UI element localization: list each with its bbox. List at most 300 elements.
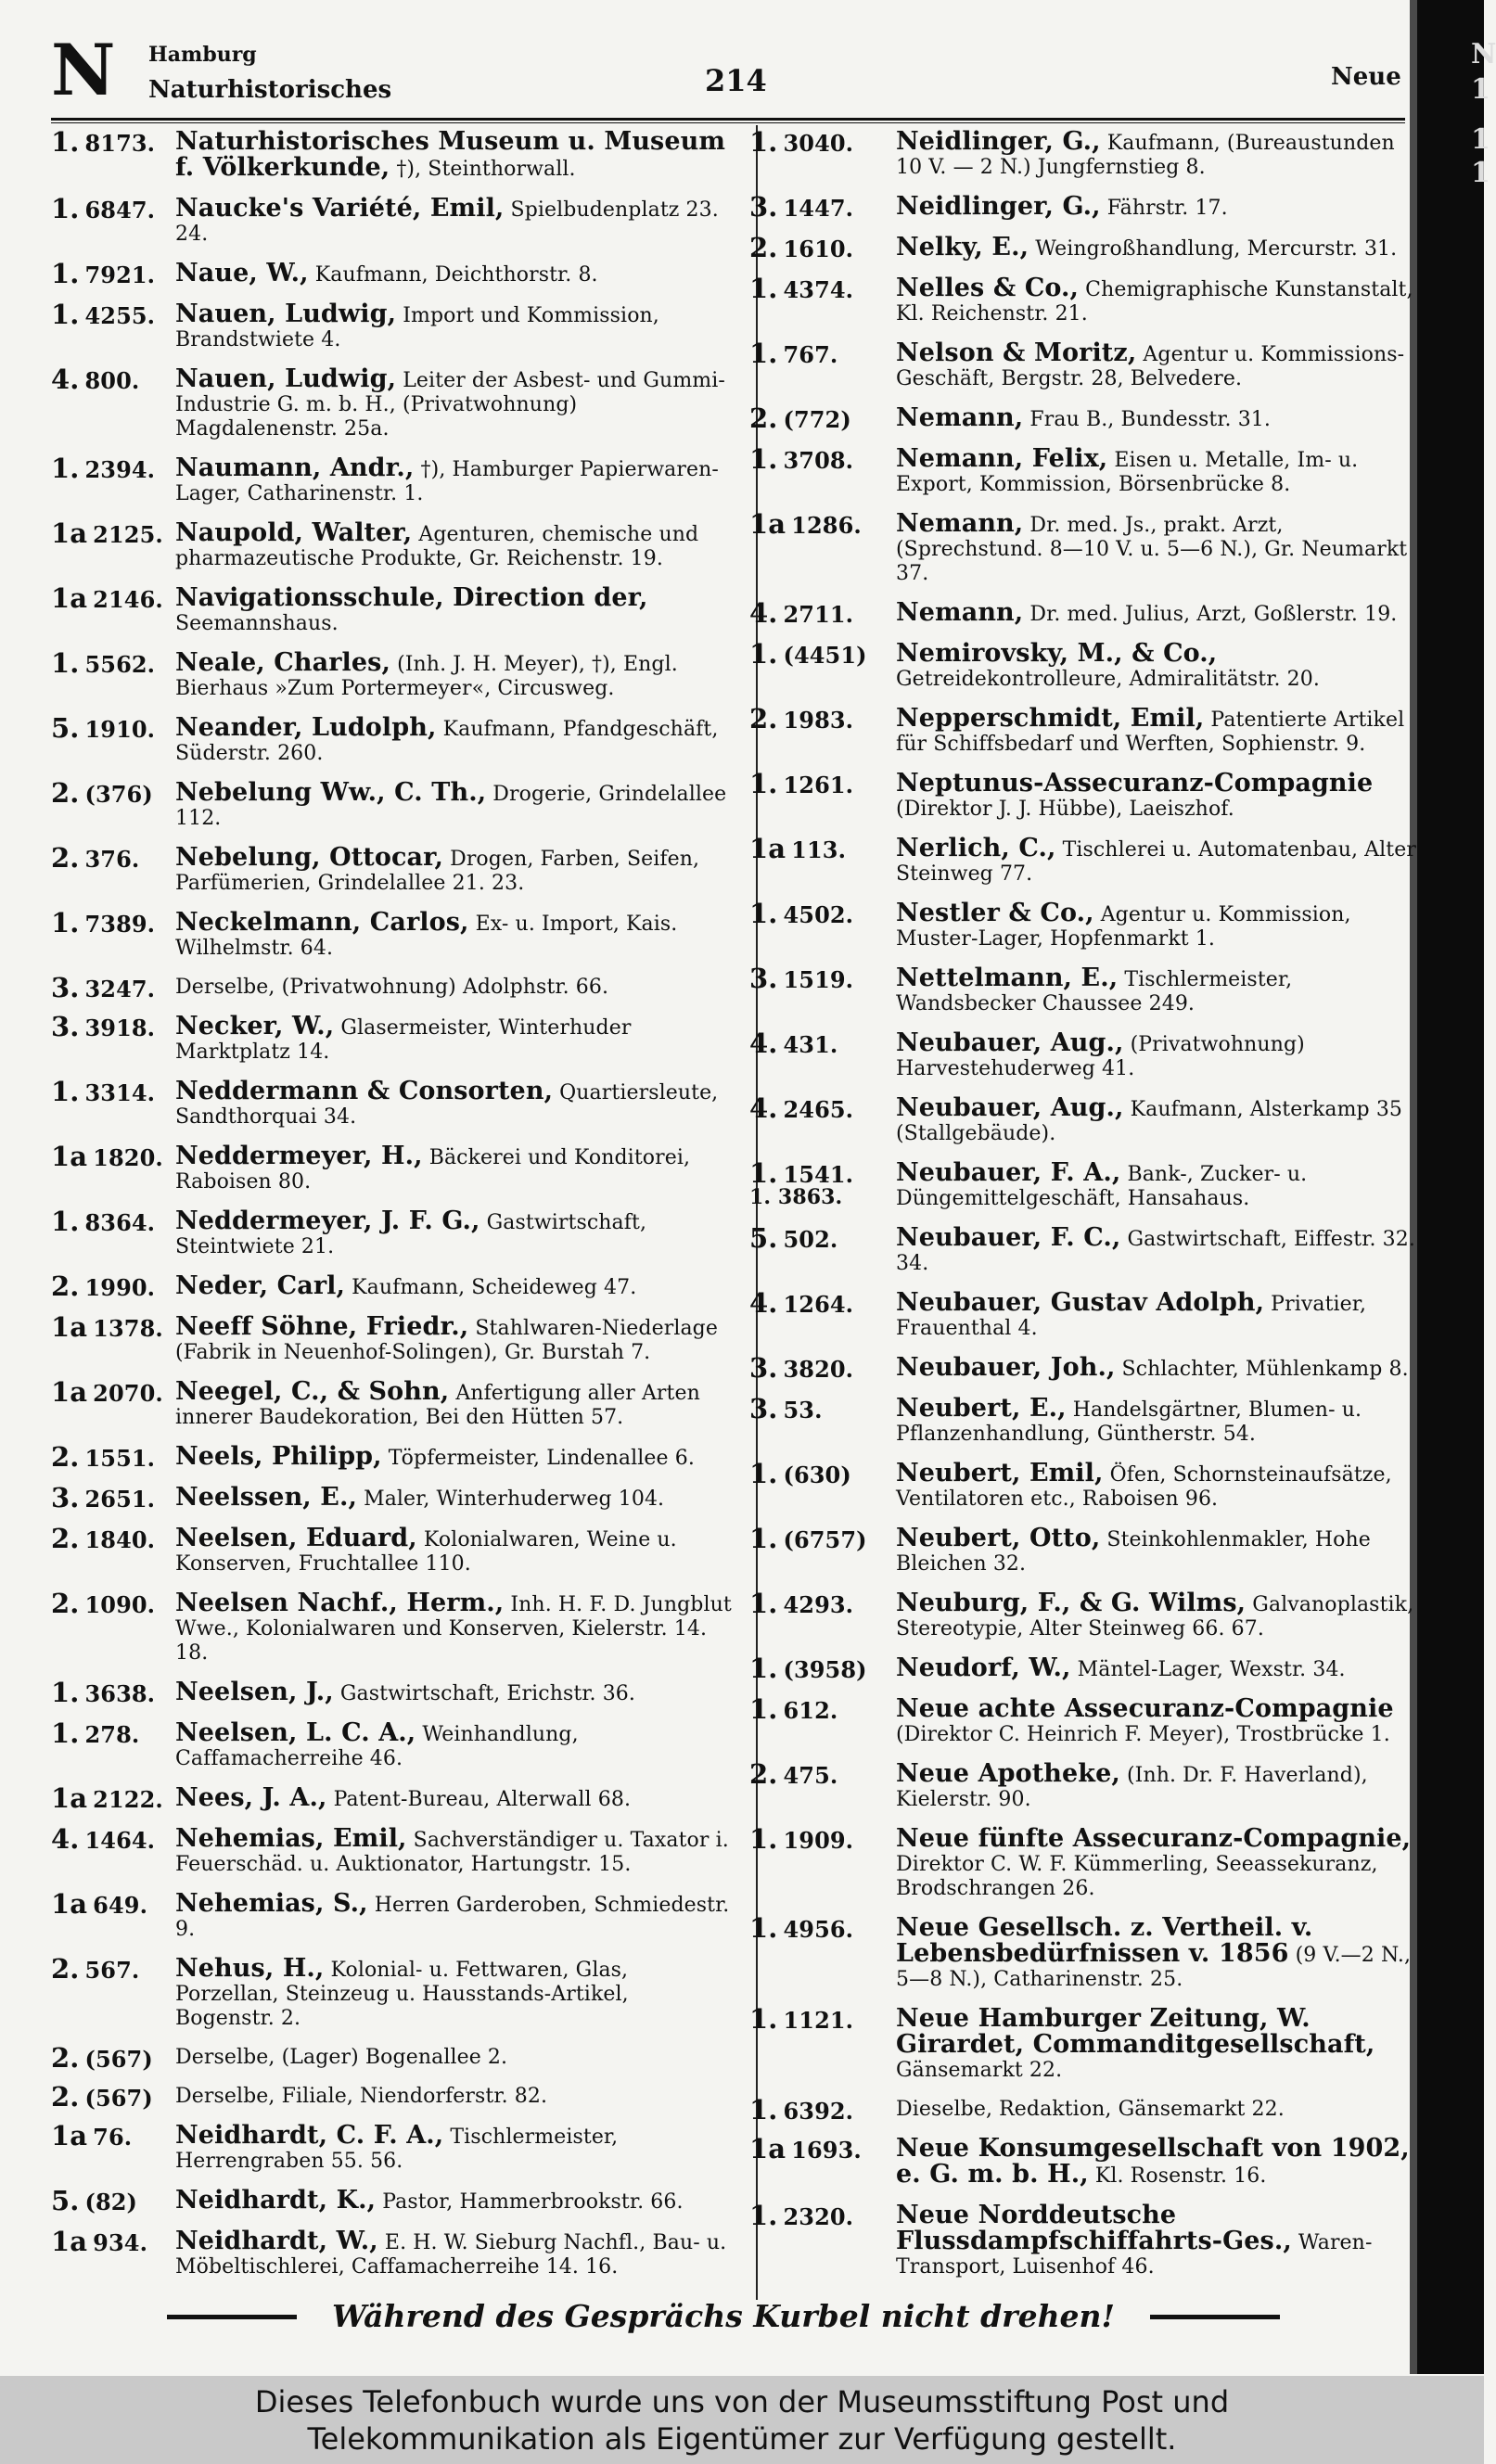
attribution-banner	[0, 2376, 1484, 2464]
page-number: 214	[705, 63, 767, 98]
exchange-zone: 2.	[51, 1523, 80, 1554]
directory-entry	[51, 2120, 737, 2174]
exchange-zone: 1.	[749, 1157, 778, 1189]
directory-entry	[51, 2226, 737, 2279]
directory-entry	[749, 1523, 1422, 1577]
phone-number	[51, 517, 163, 549]
exchange-zone: 4.	[749, 1092, 778, 1124]
phone-number	[749, 1092, 854, 1124]
subscriber-name: Navigationsschule, Direction der,	[175, 583, 648, 612]
subscriber-details: Derselbe, (Privatwohnung) Adolphstr. 66.	[175, 976, 609, 999]
exchange-zone: 1.	[51, 1717, 80, 1749]
exchange-zone: 1.	[749, 1693, 778, 1725]
subscriber-details: Kaufmann, (Bureaustunden 10 V. — 2 N.) Jungfernstieg 8.	[896, 132, 1395, 179]
exchange-zone: 5.	[749, 1222, 778, 1254]
subscriber-name: Nelson & Moritz,	[896, 338, 1137, 367]
phone-number	[51, 1677, 156, 1708]
subscriber-details: Kaufmann, Pfandgeschäft, Süderstr. 260.	[175, 718, 719, 765]
line-number: 649.	[93, 1892, 148, 1919]
subscriber-name: Neddermann & Consorten,	[175, 1077, 554, 1105]
directory-entry	[749, 963, 1422, 1016]
exchange-zone: 4.	[749, 1287, 778, 1319]
phone-number	[51, 2081, 153, 2113]
subscriber-details: Gastwirtschaft, Erichstr. 36.	[339, 1682, 635, 1705]
phone-number	[749, 2200, 854, 2231]
exchange-zone: 2.	[749, 1758, 778, 1790]
subscriber-details: Patentierte Artikel für Schiffsbedarf und Werften, Sophienstr. 9.	[896, 709, 1405, 756]
left-column	[51, 126, 737, 2294]
phone-number	[51, 258, 156, 289]
line-number: 4374.	[783, 276, 854, 303]
subscriber-details: Fährstr. 17.	[1106, 197, 1228, 220]
line-number: 431.	[783, 1031, 838, 1058]
subscriber-name: Neelsen, J.,	[175, 1678, 334, 1706]
line-number: 1447.	[783, 195, 854, 222]
directory-entry	[51, 364, 737, 441]
subscriber-name: Neue fünfte Assecuranz-Compagnie,	[896, 1824, 1412, 1853]
line-number: 8173.	[84, 130, 156, 157]
line-number: 1820.	[93, 1144, 163, 1171]
subscriber-details: Direktor C. W. F. Kümmerling, Seeassekuranz, Brodschrangen 26.	[896, 1853, 1378, 1900]
phone-number	[51, 1588, 156, 1619]
subscriber-details: Tischlerei u. Automatenbau, Alter Steinweg 77.	[896, 838, 1416, 886]
directory-entry	[51, 1376, 737, 1430]
exchange-zone: 1.	[51, 453, 80, 484]
exchange-zone: 2.	[51, 1441, 80, 1473]
subscriber-name: Neckelmann, Carlos,	[175, 908, 469, 937]
directory-entry	[749, 232, 1422, 263]
phone-number	[749, 1028, 838, 1059]
phone-number	[749, 963, 854, 994]
subscriber-name: Neidlinger, G.,	[896, 127, 1101, 156]
exchange-zone: 1.	[749, 898, 778, 929]
subscriber-name: Nepperschmidt, Emil,	[896, 704, 1205, 733]
directory-entry	[51, 1588, 737, 1666]
directory-entry	[749, 703, 1422, 757]
phone-number	[51, 193, 156, 224]
subscriber-name: Neder, Carl,	[175, 1271, 346, 1300]
attribution-line-2: Telekommunikation als Eigentümer zur Verfügung gestellt.	[307, 2421, 1177, 2457]
subscriber-details: Gänsemarkt 22.	[896, 2059, 1063, 2082]
subscriber-details: Import und Kommission, Brandstwiete 4.	[175, 304, 659, 351]
subscriber-details: Kaufmann, Scheideweg 47.	[352, 1276, 637, 1299]
line-number: 3040.	[783, 130, 854, 157]
phone-number	[51, 2042, 153, 2074]
line-number: 6847.	[84, 197, 156, 223]
phone-number	[51, 972, 156, 1003]
subscriber-name: Nerlich, C.,	[896, 834, 1056, 862]
exchange-zone: 1.	[749, 2094, 778, 2126]
subscriber-details: Drogerie, Grindelallee 112.	[175, 783, 727, 830]
subscriber-name: Neidhardt, C. F. A.,	[175, 2121, 444, 2150]
exchange-zone: 1.	[51, 1677, 80, 1708]
line-number: 1541.	[783, 1161, 854, 1188]
subscriber-name: Neuburg, F., & G. Wilms,	[896, 1589, 1247, 1617]
line-number: 4502.	[783, 901, 854, 928]
subscriber-name: Neubauer, Aug.,	[896, 1093, 1124, 1122]
exchange-zone: 3.	[51, 1482, 80, 1513]
phone-number	[51, 1270, 156, 1302]
phone-number	[51, 712, 156, 744]
exchange-zone: 1.	[749, 338, 778, 369]
phone-number	[749, 2094, 854, 2126]
directory-entry	[51, 1953, 737, 2031]
subscriber-details: Weingroßhandlung, Mercurstr. 31.	[1035, 237, 1398, 261]
directory-entry	[749, 273, 1422, 326]
subscriber-details: (Direktor J. J. Hübbe), Laeiszhof.	[896, 798, 1234, 821]
phone-number	[749, 1287, 854, 1319]
subscriber-name: Nelky, E.,	[896, 233, 1029, 262]
directory-entry	[749, 1157, 1422, 1211]
directory-entry	[51, 1206, 737, 1259]
subscriber-name: Neels, Philipp,	[175, 1442, 382, 1471]
subscriber-name: Neubauer, F. C.,	[896, 1223, 1121, 1252]
subscriber-name: Nehemias, Emil,	[175, 1824, 407, 1853]
subscriber-details: Leiter der Asbest- und Gummi-Industrie G. m. b. H., (Privatwohnung) Magdalenenstr. 25a.	[175, 369, 725, 440]
subscriber-name: Nebelung Ww., C. Th.,	[175, 778, 487, 807]
line-number: 2146.	[93, 586, 163, 613]
extra-phone-number: 1. 3863.	[749, 1185, 843, 1209]
subscriber-details: Waren-Transport, Luisenhof 46.	[896, 2231, 1373, 2279]
line-number: 4293.	[783, 1591, 854, 1618]
line-number: (567)	[84, 2046, 153, 2073]
subscriber-name: Neue Gesellsch. z. Vertheil. v. Lebensbedürfnissen v. 1856	[896, 1913, 1313, 1968]
phone-number	[51, 777, 153, 809]
header-rule-thin	[51, 122, 1405, 123]
phone-number	[749, 1523, 867, 1554]
subscriber-details: (9 V.—2 N., 5—8 N.), Catharinenstr. 25.	[896, 1944, 1412, 1991]
subscriber-name: Neubert, Otto,	[896, 1524, 1101, 1552]
phone-number	[749, 597, 854, 629]
subscriber-details: Inh. H. F. D. Jungblut Wwe., Kolonialwaren und Konserven, Kielerstr. 14. 18.	[175, 1593, 732, 1665]
subscriber-name: Neeff Söhne, Friedr.,	[175, 1312, 469, 1341]
phone-number	[51, 842, 140, 874]
footer-bar-right	[1150, 2315, 1280, 2319]
directory-entry	[749, 638, 1422, 692]
phone-number	[51, 2226, 148, 2257]
line-number: 2651.	[84, 1486, 156, 1513]
subscriber-details: Bank-, Zucker- u. Düngemittelgeschäft, Hansahaus.	[896, 1163, 1308, 1210]
header-city: Hamburg	[148, 43, 257, 67]
line-number: 1121.	[783, 2007, 854, 2034]
subscriber-details: Drogen, Farben, Seifen, Parfümerien, Grindelallee 21. 23.	[175, 848, 700, 895]
directory-entry	[749, 1222, 1422, 1276]
exchange-zone: 1.	[749, 1653, 778, 1684]
subscriber-details: Gastwirtschaft, Steintwiete 21.	[175, 1211, 647, 1258]
subscriber-details: Derselbe, Filiale, Niendorferstr. 82.	[175, 2085, 548, 2108]
subscriber-name: Nehemias, S.,	[175, 1889, 368, 1918]
directory-entry	[51, 2081, 737, 2113]
exchange-zone: 1a	[749, 508, 786, 540]
subscriber-name: Neue Konsumgesellschaft von 1902, e. G. m. b. H.,	[896, 2134, 1410, 2189]
phone-number	[749, 2133, 862, 2164]
subscriber-name: Necker, W.,	[175, 1012, 335, 1040]
header-last-word: Neue	[1331, 63, 1401, 91]
subscriber-name: Nauen, Ludwig,	[175, 364, 397, 393]
line-number: 1264.	[783, 1291, 854, 1318]
line-number: 1286.	[791, 512, 862, 539]
line-number: 7921.	[84, 262, 156, 288]
line-number: (82)	[84, 2189, 137, 2215]
subscriber-details: Dieselbe, Redaktion, Gänsemarkt 22.	[896, 2098, 1285, 2121]
directory-entry	[749, 1588, 1422, 1641]
peek-letter: 1	[1471, 123, 1490, 156]
phone-number	[749, 898, 854, 929]
phone-number	[749, 1758, 838, 1790]
directory-entry	[749, 1758, 1422, 1812]
subscriber-name: Neddermeyer, H.,	[175, 1142, 423, 1170]
exchange-zone: 1.	[749, 443, 778, 475]
line-number: 1378.	[93, 1315, 163, 1342]
exchange-zone: 2.	[51, 2081, 80, 2113]
directory-entry	[749, 2133, 1422, 2189]
directory-entry	[51, 712, 737, 766]
exchange-zone: 1.	[749, 768, 778, 799]
directory-entry	[749, 2003, 1422, 2083]
phone-number	[749, 1222, 838, 1254]
line-number: (4451)	[783, 642, 867, 669]
exchange-zone: 1a	[51, 2226, 88, 2257]
exchange-zone: 1.	[51, 1206, 80, 1237]
subscriber-details: Eisen u. Metalle, Im- u. Export, Kommission, Börsenbrücke 8.	[896, 449, 1359, 496]
line-number: 3820.	[783, 1356, 854, 1383]
subscriber-name: Neidhardt, W.,	[175, 2227, 378, 2255]
line-number: 4956.	[783, 1916, 854, 1943]
phone-number	[749, 232, 854, 263]
line-number: 1693.	[791, 2137, 862, 2164]
line-number: 1261.	[783, 772, 854, 798]
exchange-zone: 4.	[51, 364, 80, 395]
subscriber-name: Neander, Ludolph,	[175, 713, 437, 742]
subscriber-details: †), Hamburger Papierwaren-Lager, Catharinenstr. 1.	[175, 458, 719, 505]
directory-entry	[749, 1693, 1422, 1747]
exchange-zone: 1a	[51, 2120, 88, 2151]
directory-entry	[51, 1782, 737, 1814]
directory-entry	[51, 1141, 737, 1194]
phone-number	[51, 1717, 140, 1749]
phone-number	[51, 1523, 156, 1554]
directory-entry	[749, 1092, 1422, 1146]
subscriber-name: Nees, J. A.,	[175, 1783, 327, 1812]
directory-entry	[749, 2200, 1422, 2279]
exchange-zone: 1.	[51, 647, 80, 679]
line-number: 6392.	[783, 2098, 854, 2125]
exchange-zone: 1.	[51, 126, 80, 158]
phone-number	[749, 273, 854, 304]
subscriber-name: Neubauer, Joh.,	[896, 1353, 1116, 1382]
phone-number	[749, 703, 854, 734]
line-number: 1464.	[84, 1827, 156, 1854]
phone-number	[749, 1393, 823, 1424]
phone-number	[51, 2185, 137, 2216]
line-number: 2070.	[93, 1380, 163, 1407]
phone-number	[51, 1888, 148, 1920]
phone-number	[749, 1352, 854, 1384]
subscriber-details: Öfen, Schornsteinaufsätze, Ventilatoren etc., Raboisen 96.	[896, 1463, 1392, 1511]
phone-number	[51, 364, 140, 395]
exchange-zone: 1.	[749, 1588, 778, 1619]
directory-entry	[51, 582, 737, 636]
subscriber-name: Nettelmann, E.,	[896, 964, 1119, 992]
phone-number	[749, 1693, 838, 1725]
exchange-zone: 1.	[51, 907, 80, 938]
directory-entry	[51, 1717, 737, 1771]
subscriber-name: Nemann, Felix,	[896, 444, 1108, 473]
exchange-zone: 1a	[51, 1888, 88, 1920]
subscriber-name: Neelssen, E.,	[175, 1483, 357, 1512]
subscriber-name: Nebelung, Ottocar,	[175, 843, 443, 872]
subscriber-details: (Direktor C. Heinrich F. Meyer), Trostbrücke 1.	[896, 1723, 1390, 1746]
subscriber-name: Neue Apotheke,	[896, 1759, 1120, 1788]
phone-number	[51, 1441, 156, 1473]
subscriber-name: Naumann, Andr.,	[175, 453, 415, 482]
phone-number	[749, 2003, 854, 2035]
line-number: 800.	[84, 367, 140, 394]
subscriber-details: Galvanoplastik, Stereotypie, Alter Steinweg 66. 67.	[896, 1593, 1414, 1641]
exchange-zone: 2.	[51, 1953, 80, 1985]
subscriber-details: Weinhandlung, Caffamacherreihe 46.	[175, 1723, 579, 1770]
subscriber-name: Nemann,	[896, 598, 1024, 627]
line-number: 7389.	[84, 911, 156, 938]
peek-letter: N	[1471, 38, 1496, 70]
directory-entry	[749, 1458, 1422, 1512]
subscriber-details: Kl. Rosenstr. 16.	[1094, 2164, 1267, 2188]
exchange-zone: 1.	[749, 126, 778, 158]
subscriber-details: Tischlermeister, Wandsbecker Chaussee 249.	[896, 968, 1293, 1015]
directory-entry	[749, 1653, 1422, 1684]
subscriber-name: Naupold, Walter,	[175, 518, 413, 547]
exchange-zone: 1a	[749, 2133, 786, 2164]
directory-entry	[51, 647, 737, 701]
exchange-zone: 1.	[51, 193, 80, 224]
subscriber-name: Neue Norddeutsche Flussdampfschiffahrts-Ges.,	[896, 2201, 1292, 2255]
exchange-zone: 1.	[749, 638, 778, 670]
exchange-zone: 5.	[51, 712, 80, 744]
phone-number	[51, 1782, 163, 1814]
phone-number	[51, 1206, 156, 1237]
subscriber-details: Töpfermeister, Lindenallee 6.	[388, 1447, 695, 1470]
exchange-zone: 2.	[51, 842, 80, 874]
footer-motto-line	[167, 2300, 1280, 2333]
line-number: 1090.	[84, 1591, 156, 1618]
exchange-zone: 3.	[749, 1352, 778, 1384]
directory-entry	[51, 1677, 737, 1708]
directory-entry	[749, 508, 1422, 586]
exchange-zone: 1a	[51, 1311, 88, 1343]
exchange-zone: 2.	[51, 1588, 80, 1619]
line-number: 502.	[783, 1226, 838, 1253]
line-number: 1551.	[84, 1445, 156, 1472]
directory-entry	[749, 402, 1422, 434]
directory-entry	[51, 1888, 737, 1942]
subscriber-name: Neubauer, Aug.,	[896, 1028, 1124, 1057]
directory-entry	[749, 898, 1422, 951]
directory-entry	[749, 768, 1422, 822]
phone-number	[749, 508, 862, 540]
subscriber-details: Handelsgärtner, Blumen- u. Pflanzenhandlung, Güntherstr. 54.	[896, 1398, 1362, 1446]
subscriber-name: Neudorf, W.,	[896, 1653, 1071, 1682]
adjacent-page-edge	[1417, 0, 1496, 2374]
subscriber-details: Kaufmann, Alsterkamp 35 (Stallgebäude).	[896, 1098, 1403, 1145]
exchange-zone: 1.	[749, 273, 778, 304]
directory-entry	[749, 191, 1422, 223]
line-number: 2465.	[783, 1096, 854, 1123]
phone-number	[749, 768, 854, 799]
directory-entry	[51, 1311, 737, 1365]
subscriber-details: (Privatwohnung) Harvestehuderweg 41.	[896, 1033, 1305, 1080]
subscriber-name: Neelsen, L. C. A.,	[175, 1718, 416, 1747]
subscriber-details: Mäntel-Lager, Wexstr. 34.	[1077, 1658, 1346, 1681]
line-number: 3314.	[84, 1079, 156, 1106]
directory-entry	[51, 258, 737, 289]
subscriber-name: Neidlinger, G.,	[896, 192, 1101, 221]
line-number: 113.	[791, 836, 847, 863]
directory-entry	[51, 193, 737, 247]
phone-number	[51, 1953, 140, 1985]
directory-entry	[51, 1441, 737, 1473]
phone-number	[749, 1912, 854, 1944]
line-number: 1990.	[84, 1274, 156, 1301]
phone-number	[51, 1141, 163, 1172]
subscriber-details: Anfertigung aller Arten innerer Baudekoration, Bei den Hütten 57.	[175, 1382, 700, 1429]
line-number: 2394.	[84, 456, 156, 483]
subscriber-name: Naucke's Variété, Emil,	[175, 194, 505, 223]
page-header	[51, 29, 1401, 119]
line-number: 612.	[783, 1697, 838, 1724]
exchange-zone: 4.	[749, 1028, 778, 1059]
line-number: 5562.	[84, 651, 156, 678]
exchange-zone: 3.	[749, 1393, 778, 1424]
line-number: (630)	[783, 1462, 851, 1488]
phone-number	[749, 338, 838, 369]
subscriber-details: Ex- u. Import, Kais. Wilhelmstr. 64.	[175, 913, 678, 960]
subscriber-name: Neddermeyer, J. F. G.,	[175, 1206, 480, 1235]
line-number: 376.	[84, 846, 140, 873]
directory-entry	[749, 2094, 1422, 2126]
exchange-zone: 1.	[51, 299, 80, 330]
directory-entry	[51, 1076, 737, 1130]
line-number: 3247.	[84, 976, 156, 1002]
exchange-zone: 1.	[51, 258, 80, 289]
directory-entry	[51, 1011, 737, 1065]
line-number: 934.	[93, 2229, 148, 2256]
subscriber-name: Neelsen, Eduard,	[175, 1524, 417, 1552]
directory-entry	[51, 1270, 737, 1302]
directory-entry	[749, 443, 1422, 497]
line-number: (376)	[84, 781, 153, 808]
line-number: 1909.	[783, 1827, 854, 1854]
line-number: 1840.	[84, 1526, 156, 1553]
subscriber-name: Nemann,	[896, 403, 1024, 432]
subscriber-details: Getreidekontrolleure, Admiralitätstr. 20.	[896, 668, 1320, 691]
directory-entry	[749, 126, 1422, 180]
line-number: 2125.	[93, 521, 163, 548]
subscriber-details: Chemigraphische Kunstanstalt, Kl. Reichenstr. 21.	[896, 278, 1413, 326]
phone-number	[51, 647, 156, 679]
phone-number	[51, 299, 156, 330]
subscriber-name: Neidhardt, K.,	[175, 2186, 377, 2215]
subscriber-name: Neubauer, F. A.,	[896, 1158, 1121, 1187]
phone-number	[749, 1823, 854, 1855]
subscriber-details: Privatier, Frauenthal 4.	[896, 1293, 1367, 1340]
subscriber-name: Neegel, C., & Sohn,	[175, 1377, 450, 1406]
phone-number	[749, 402, 851, 434]
subscriber-name: Nauen, Ludwig,	[175, 300, 397, 328]
directory-entry	[51, 2185, 737, 2216]
subscriber-details: Spielbudenplatz 23. 24.	[175, 198, 719, 246]
phone-number	[749, 1458, 851, 1489]
directory-entry	[51, 842, 737, 896]
